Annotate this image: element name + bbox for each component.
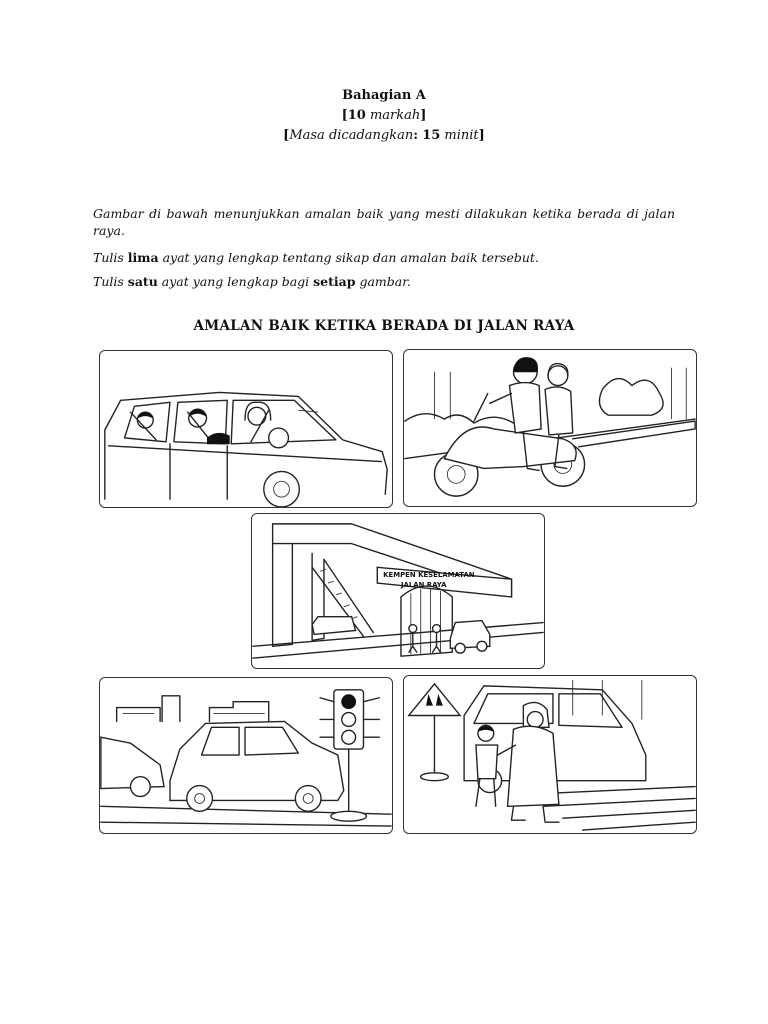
exam-header bbox=[0, 86, 768, 146]
banner-line-2: JALAN RAYA bbox=[400, 581, 447, 590]
instruction-paragraph-2: Tulis lima ayat yang lengkap tentang sikap dan amalan baik tersebut. bbox=[93, 250, 539, 265]
motorcycle-helmet-illustration bbox=[403, 349, 697, 507]
traffic-light-illustration bbox=[99, 677, 393, 834]
car-seatbelt-illustration bbox=[99, 350, 393, 508]
banner-line-1: KEMPEN KESELAMATAN bbox=[383, 571, 475, 580]
marks-line: [10 markah] bbox=[341, 108, 427, 123]
zebra-crossing-illustration bbox=[403, 675, 697, 834]
instruction-paragraph-1: Gambar di bawah menunjukkan amalan baik yang mesti dilakukan ketika berada di jalan raya. bbox=[93, 206, 675, 238]
pedestrian-bridge-illustration bbox=[251, 513, 545, 669]
time-line: [Masa dicadangkan: 15 minit] bbox=[283, 128, 485, 143]
pictures-title: AMALAN BAIK KETIKA BERADA DI JALAN RAYA bbox=[193, 318, 575, 334]
instruction-paragraph-3: Tulis satu ayat yang lengkap bagi setiap gambar. bbox=[93, 274, 411, 289]
section-title: Bahagian A bbox=[342, 88, 426, 103]
